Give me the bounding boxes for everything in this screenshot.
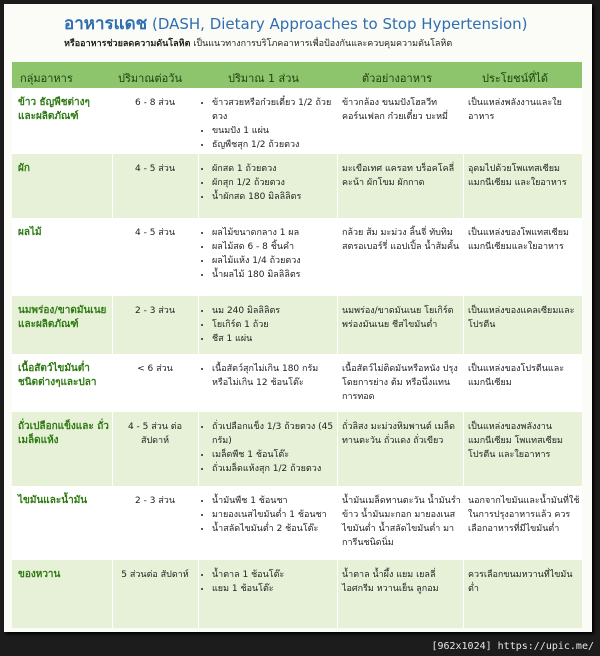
cell-group: ไขมันและน้ำมัน [18, 495, 88, 506]
title-thai: อาหารแดช [64, 14, 148, 34]
header-example: ตัวอย่างอาหาร [362, 72, 433, 85]
portion-item: • เนื้อสัตว์สุกไม่เกิน 180 กรัม หรือไม่เกิน 12 ช้อนโต๊ะ [212, 362, 336, 390]
cell-portion [202, 162, 336, 204]
cell-benefit: อุดมไปด้วยโพแทสเซียม แมกนีเซียม และใยอาหาร [468, 164, 567, 188]
cell-amount: 2 - 3 ส่วน [135, 306, 175, 316]
column-divider [112, 88, 113, 628]
cell-example: เนื้อสัตว์ไม่ติดมันหรือหนัง ปรุงโดยการย่าง ต้ม หรือนึ่งแทนการทอด [342, 364, 458, 402]
column-divider [198, 88, 199, 628]
portion-item: • ผลไม้ขนาดกลาง 1 ผล [212, 226, 336, 240]
cell-group: ของหวาน [18, 569, 61, 580]
portion-list [202, 420, 336, 476]
table-header [12, 62, 582, 88]
portion-list [202, 304, 336, 346]
portion-list [202, 494, 336, 536]
cell-amount: < 6 ส่วน [137, 364, 173, 374]
portion-item: • ผักสุก 1/2 ถ้วยตวง [212, 176, 336, 190]
portion-item: • ข้าวสวยหรือก๋วยเตี๋ยว 1/2 ถ้วยตวง [212, 96, 336, 124]
cell-amount: 5 ส่วนต่อ สัปดาห์ [121, 570, 189, 580]
portion-item: • ถั่วเมล็ดแห้งสุก 1/2 ถ้วยตวง [212, 462, 336, 476]
cell-benefit: เป็นแหล่งของโปรตีนและแมกนีเซียม [468, 364, 565, 388]
portion-item: • มายองเนสไขมันต่ำ 1 ช้อนชา [212, 508, 336, 522]
cell-portion [202, 420, 336, 476]
portion-item: • น้ำมันพืช 1 ช้อนชา [212, 494, 336, 508]
cell-portion [202, 362, 336, 390]
portion-item: • ผลไม้สด 6 - 8 ชิ้นคำ [212, 240, 336, 254]
header-portion: ปริมาณ 1 ส่วน [228, 72, 299, 85]
portion-item: • นม 240 มิลลิลิตร [212, 304, 336, 318]
portion-item: • ชีส 1 แผ่น [212, 332, 336, 346]
column-divider [463, 88, 464, 628]
header-amount: ปริมาณต่อวัน [118, 72, 182, 85]
document-page [4, 4, 592, 632]
header-group: กลุ่มอาหาร [20, 72, 73, 85]
cell-group: ผัก [18, 163, 30, 174]
page-subtitle [64, 36, 452, 50]
cell-portion [202, 494, 336, 536]
cell-amount: 6 - 8 ส่วน [135, 98, 175, 108]
image-source-label: [962x1024] https://upic.me/ [431, 641, 594, 652]
cell-group: เนื้อสัตว์ไขมันต่ำ ชนิดต่างๆและปลา [18, 363, 97, 388]
subtitle-rest: เป็นแนวทางการบริโภคอาหารเพื่อป้องกันและควบคุมความดันโลหิต [193, 39, 453, 49]
portion-item: • เมล็ดพืช 1 ช้อนโต๊ะ [212, 448, 336, 462]
portion-item: • ถั่วเปลือกแข็ง 1/3 ถ้วยตวง (45 กรัม) [212, 420, 336, 448]
cell-example: น้ำมันเมล็ดทานตะวัน น้ำมันรำข้าว น้ำมันมะกอก มายองเนสไขมันต่ำ น้ำสลัดไขมันต่ำ มาการีนชนิดนิ่ม [342, 496, 461, 548]
portion-item: • โยเกิร์ต 1 ถ้วย [212, 318, 336, 332]
portion-list [202, 96, 336, 152]
cell-group: ข้าว ธัญพืชต่างๆ และผลิตภัณฑ์ [18, 97, 90, 122]
portion-item: • ธัญพืชสุก 1/2 ถ้วยตวง [212, 138, 336, 152]
page-title [64, 10, 528, 37]
cell-example: ข้าวกล้อง ขนมปังโฮลวีท คอร์นเฟลก ก๋วยเตี๋ยว บะหมี่ [342, 98, 448, 122]
cell-amount: 4 - 5 ส่วน ต่อสัปดาห์ [127, 422, 183, 446]
portion-item: • ขนมปัง 1 แผ่น [212, 124, 336, 138]
cell-group: ผลไม้ [18, 227, 42, 238]
cell-benefit: เป็นแหล่งของแคลเซียมและโปรตีน [468, 306, 575, 330]
cell-benefit: เป็นแหล่งของพลังงาน แมกนีเซียม โพแทสเซียม โปรตีน และใยอาหาร [468, 422, 563, 460]
cell-portion [202, 304, 336, 346]
cell-example: กล้วย ส้ม มะม่วง ลิ้นจี่ ทับทิม สตรอเบอร์รี่ แอปเปิ้ล น้ำส้มคั้น [342, 228, 460, 252]
cell-benefit: เป็นแหล่งของโพแทสเซียม แมกนีเซียมและใยอาหาร [468, 228, 569, 252]
cell-benefit: นอกจากไขมันและน้ำมันที่ใช้ในการปรุงอาหารแล้ว ควรเลือกอาหารที่มีไขมันต่ำ [468, 496, 580, 534]
title-english: (DASH, Dietary Approaches to Stop Hypertension) [151, 15, 528, 33]
cell-example: นมพร่อง/ขาดมันเนย โยเกิร์ตพร่องมันเนย ชีสไขมันต่ำ [342, 306, 454, 330]
header-benefit: ประโยชน์ที่ได้ [482, 72, 549, 85]
portion-list [202, 362, 336, 390]
portion-item: • ผลไม้แห้ง 1/4 ถ้วยตวง [212, 254, 336, 268]
cell-example: น้ำตาล น้ำผึ้ง แยม เยลลี่ ไอศกรีม หวานเย็น ลูกอม [342, 570, 439, 594]
portion-item: • ผักสด 1 ถ้วยตวง [212, 162, 336, 176]
cell-example: มะเขือเทศ แครอท บร็อคโคลี่ คะน้า ผักโขม ผักกาด [342, 164, 455, 188]
portion-list [202, 162, 336, 204]
cell-portion [202, 226, 336, 282]
column-divider [337, 88, 338, 628]
subtitle-bold: หรืออาหารช่วยลดความดันโลหิต [64, 39, 191, 49]
cell-amount: 2 - 3 ส่วน [135, 496, 175, 506]
cell-benefit: เป็นแหล่งพลังงานและใยอาหาร [468, 98, 562, 122]
cell-example: ถั่วลิสง มะม่วงหิมพานต์ เมล็ดทานตะวัน ถั่วแดง ถั่วเขียว [342, 422, 455, 446]
cell-benefit: ควรเลือกขนมหวานที่ไขมันต่ำ [468, 570, 573, 594]
portion-item: • แยม 1 ช้อนโต๊ะ [212, 582, 336, 596]
portion-item: • น้ำสลัดไขมันต่ำ 2 ช้อนโต๊ะ [212, 522, 336, 536]
portion-list [202, 226, 336, 282]
portion-item: • น้ำผลไม้ 180 มิลลิลิตร [212, 268, 336, 282]
portion-item: • น้ำผักสด 180 มิลลิลิตร [212, 190, 336, 204]
cell-group: นมพร่อง/ขาดมันเนย และผลิตภัณฑ์ [18, 305, 107, 330]
cell-portion [202, 568, 336, 596]
cell-group: ถั่วเปลือกแข็งและ ถั่วเมล็ดแห้ง [18, 421, 109, 446]
cell-amount: 4 - 5 ส่วน [135, 228, 175, 238]
portion-item: • น้ำตาล 1 ช้อนโต๊ะ [212, 568, 336, 582]
cell-amount: 4 - 5 ส่วน [135, 164, 175, 174]
cell-portion [202, 96, 336, 152]
portion-list [202, 568, 336, 596]
